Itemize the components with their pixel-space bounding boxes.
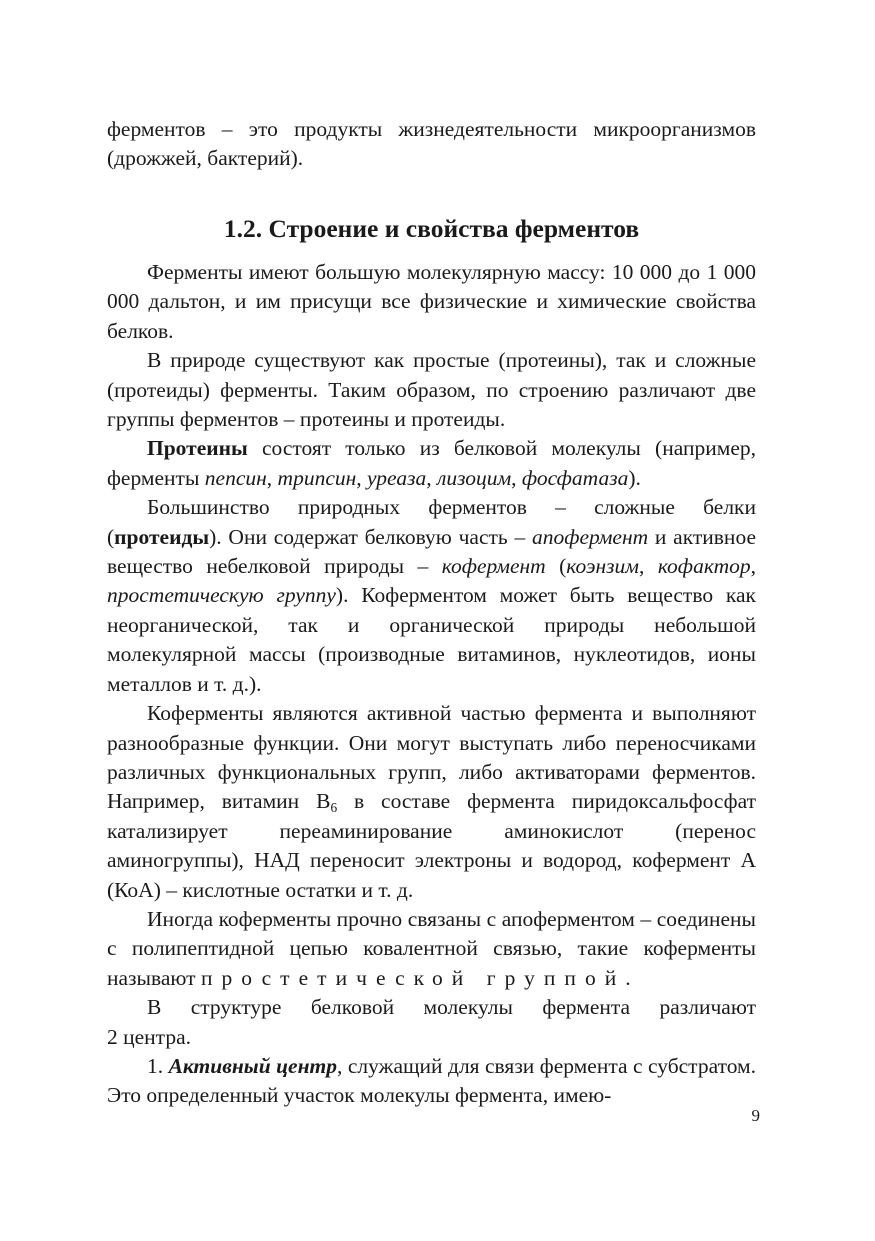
enzyme-pepsin: пепсин [204,465,267,490]
term-koenzim: коэнзим [566,554,639,579]
sep: , [639,554,658,579]
list-number: 1. [147,1053,169,1078]
coenzymes-text: Коферменты являются активной частью фермента и выполняют разнообразные функции. Они могут выступать либо переносчиками различных функциональных групп, либо активаторами ферментов. Например, витамин В [107,701,756,814]
proteids-text: и активное вещество небелковой природы – [107,524,756,579]
proteids-text: ). Они содержат белковую часть – [209,524,532,549]
sep: , [511,465,522,490]
spaced-term-prosthetic-group: простетической группой [200,965,626,990]
coenzymes-text: в составе фермента пиридоксальфосфат катализирует переаминирование аминокислот (перенос аминогруппы), НАД переносит электроны и водород, кофермент А (КоА) – кислотные остатки и т. д. [107,789,756,902]
sep: , [356,465,368,490]
paren: ( [107,524,115,549]
top-paragraph-line-1: ферментов – это продукты жизнедеятельности микроорганизмов [107,117,756,141]
enzyme-lysozyme: лизоцим [436,465,512,490]
term-cofactor: кофактор [657,554,751,579]
paragraph-proteids [107,523,756,699]
proteins-text: состоят только из белковой молекулы (например, ферменты [107,436,756,490]
sep: , [266,465,278,490]
body-text [107,258,756,1111]
paragraph-centers-line-2: 2 центра. [107,1024,192,1049]
period: . [625,965,631,990]
paragraph-proteins [107,434,756,493]
paragraph-centers-line-1: В структуре белковой молекулы фермента различают [147,995,756,1020]
paragraph-molecular-mass: Ферменты имеют большую молекулярную массу: 10 000 до 1 000 000 дальтон, и им присущи все физические и химические свойства белков. [107,260,756,343]
top-paragraph [107,115,756,174]
prosthetic-text: Иногда коферменты прочно связаны с апоферментом – соединены с полипептидной цепью ковалентной связью, такие коферменты называют [107,906,756,990]
enzyme-trypsin: трипсин [277,465,357,490]
term-active-center: Активный центр [168,1053,338,1078]
term-proteids: протеиды [114,524,210,549]
proteids-text: ). Коферментом может быть вещество как неорганической, так и органической природы небольшой молекулярной массы (производные витаминов, нуклеотидов, ионы металлов и т. д.). [107,583,756,696]
paragraph-coenzymes [107,699,756,905]
active-center-text: , служащий для связи фермента с субстратом. Это определенный участок молекулы фермента, имею- [107,1053,757,1108]
sep: ). [628,465,641,490]
paragraph-groups: В природе существуют как простые (протеины), так и сложные (протеиды) ферменты. Таким образом, по строению различают две группы ферментов – протеины и протеиды. [107,348,756,432]
page-number: 9 [751,1106,760,1125]
enzyme-phosphatase: фосфатаза [521,465,629,490]
top-paragraph-line-2: (дрожжей, бактерий). [107,146,304,171]
term-proteins: Протеины [147,436,248,461]
term-apoenzyme: апофермент [531,524,649,549]
paragraph-prosthetic [107,905,756,993]
vitamin-subscript: 6 [330,800,338,816]
term-prosthetic-group: простетическую группу [107,583,336,608]
paragraph-proteids-line-1: Большинство природных ферментов – сложные белки [147,495,756,520]
sep: , [426,465,437,490]
paragraph-active-center [107,1052,756,1111]
paren: ( [545,554,567,579]
section-heading: 1.2. Строение и свойства ферментов [223,214,640,243]
term-coenzyme: кофермент [441,554,546,579]
sep: , [750,554,756,579]
enzyme-urease: уреаза [367,465,427,490]
